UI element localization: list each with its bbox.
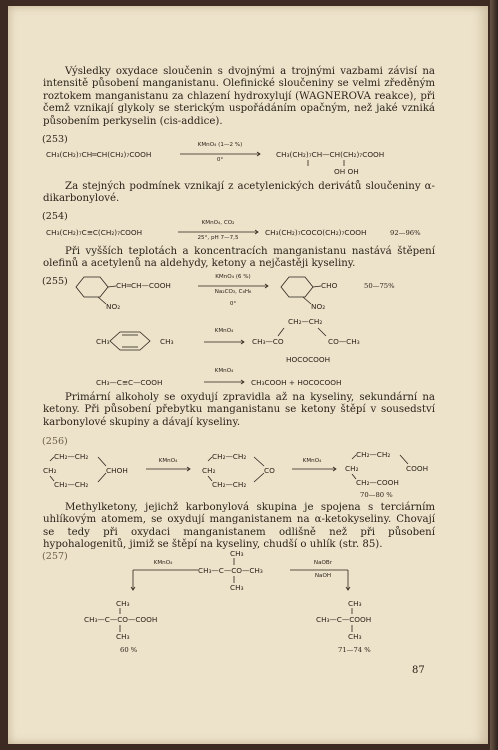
paragraph-alcohols: Primární alkoholy se oxydují zpravidla až na kyseliny, sekundární na ketony. Při působení přebytku manganistanu se ketony štěpí v sousedství karbonylové skupiny a dávají kyseliny. — [43, 392, 435, 428]
condition-label: 0° — [229, 301, 237, 307]
yield-label: 60 % — [120, 646, 138, 654]
adipic-top-bond: CH₂—CH₂ — [356, 450, 391, 459]
reactant-stearolic-acid: CH₃(CH₂)₇C≡C(CH₂)₇COOH — [46, 228, 143, 237]
reagent-label: KMnO₄ — [214, 368, 234, 374]
pivalic-main-chain: CH₃—C—COOH — [316, 615, 372, 624]
book-binding-edge — [490, 0, 498, 750]
reagent-label: KMnO₄ — [302, 458, 322, 464]
reagent-label: KMnO₄ — [153, 560, 173, 566]
adipic-carboxyl-top: COOH — [406, 464, 429, 473]
ring-top-bond: CH₂—CH₂ — [212, 452, 247, 461]
benzene-ring — [281, 277, 313, 297]
reagent-label: KMnO₄ (1—2 %) — [197, 142, 243, 148]
pivalic-bottom-methyl: CH₃ — [348, 632, 362, 641]
ring-left-atom: CH₂ — [202, 466, 216, 475]
equation-number: (253) — [42, 134, 68, 145]
product-acetic-oxalic: CH₃COOH + HOCOCOOH — [251, 378, 342, 387]
product-aldehyde-group: CHO — [321, 281, 338, 290]
adipic-carboxyl-bottom: CH₂—COOH — [356, 478, 399, 487]
reactant-nitrocinnamic-chain: CH═CH—COOH — [116, 281, 171, 290]
condition-label: 25°, pH 7—7,5 — [197, 235, 239, 241]
product-oxalic-acid: HOCOCOOH — [286, 355, 331, 364]
paragraph-methylketones: Methylketony, jejichž karbonylová skupina je spojena s terciárním uhlíkovým atomem, se oxydují manganistanem na α-ketokyseliny. Chovají se tedy při oxydaci manganistanem odlišně než při působení hypohalogenitů, jimiž se štěpí na kyseliny, chudší o uhlík (str. 85). — [43, 502, 435, 551]
reagent-label: KMnO₄, CO₂ — [201, 220, 235, 226]
reagent-label: KMnO₄ — [214, 328, 234, 334]
ring-top-bond: CH₂—CH₂ — [54, 452, 89, 461]
product-hydroxyl-groups: OH OH — [334, 167, 359, 176]
reaction-arrows-and-rings — [8, 6, 488, 744]
ketoacid-main-chain: CH₃—C—CO—COOH — [84, 615, 158, 624]
paragraph-acetylenic: Za stejných podmínek vznikají z acetylenických derivátů sloučeniny α-dikarbonylové. — [43, 181, 435, 205]
substituent-nitro: NO₂ — [311, 302, 326, 311]
equation-number: (254) — [42, 211, 68, 222]
book-page — [8, 6, 488, 744]
yield-label: 71—74 % — [338, 646, 371, 654]
product-acetyl-left: CH₃—CO — [252, 337, 284, 346]
pivalic-top-methyl: CH₃ — [348, 599, 362, 608]
reactant-tetrolic-acid: CH₃—C≡C—COOH — [96, 378, 163, 387]
reagent-label: NaOH — [314, 573, 332, 579]
reactant-oleic-acid: CH₃(CH₂)₇CH═CH(CH₂)₇COOH — [46, 150, 152, 159]
substituent-methyl: CH₃ — [96, 337, 110, 346]
yield-label: 70—80 % — [360, 491, 393, 499]
substituent-methyl: CH₃ — [160, 337, 174, 346]
substituent-nitro: NO₂ — [106, 302, 121, 311]
yield-label: 92—96% — [390, 229, 421, 237]
reagent-label: NaOBr — [313, 560, 333, 566]
paragraph-oxidation-intro: Výsledky oxydace sloučenin s dvojnými a trojnými vazbami závisí na intensitě působení manganistanu. Olefinické sloučeniny se velmi zředěným roztokem manganistanu za chlazení hydroxylují (WAGNEROVA reakce), při čemž vznikají glykoly se sterickým uspořádáním opačným, než jaké vzniká působením perkyselin (cis-addice). — [43, 66, 435, 127]
ring-bottom-bond: CH₂—CH₂ — [212, 480, 247, 489]
adipic-left-atom: CH₂ — [345, 464, 359, 473]
ketoacid-top-methyl: CH₃ — [116, 599, 130, 608]
ring-bottom-bond: CH₂—CH₂ — [54, 480, 89, 489]
pinacolone-top-methyl: CH₃ — [230, 549, 244, 558]
page-number: 87 — [412, 665, 425, 676]
ketoacid-bottom-methyl: CH₃ — [116, 632, 130, 641]
cyclohexanone-carbonyl: CO — [264, 466, 275, 475]
pinacolone-main-chain: CH₃—C—CO—CH₃ — [198, 566, 263, 575]
reagent-label: KMnO₄ — [158, 458, 178, 464]
condition-label: 0° — [216, 157, 224, 163]
cyclohexanol-carbinol: CHOH — [106, 466, 128, 475]
condition-label: Na₂CO₃, C₆H₆ — [214, 289, 252, 295]
equation-number: (255) — [42, 276, 68, 287]
ring-left-atom: CH₂ — [43, 466, 57, 475]
product-glycol: CH₃(CH₂)₇CH—CH(CH₂)₇COOH — [276, 150, 385, 159]
product-diketone: CH₃(CH₂)₇COCO(CH₂)₇COOH — [265, 228, 367, 237]
benzene-ring — [76, 277, 108, 297]
paragraph-cleavage: Při vyšších teplotách a koncentracích manganistanu nastává štěpení olefinů a acetylenů na aldehydy, ketony a nejčastěji kyseliny. — [43, 246, 435, 270]
pinacolone-bottom-methyl: CH₃ — [230, 583, 244, 592]
equation-number: (256) — [42, 436, 68, 447]
reagent-label: KMnO₄ (6 %) — [215, 274, 251, 280]
yield-label: 50—75% — [364, 282, 395, 290]
product-acetyl-right: CO—CH₃ — [328, 337, 360, 346]
equation-number: (257) — [42, 551, 68, 562]
product-ethylene-bridge: CH₂—CH₂ — [288, 317, 323, 326]
